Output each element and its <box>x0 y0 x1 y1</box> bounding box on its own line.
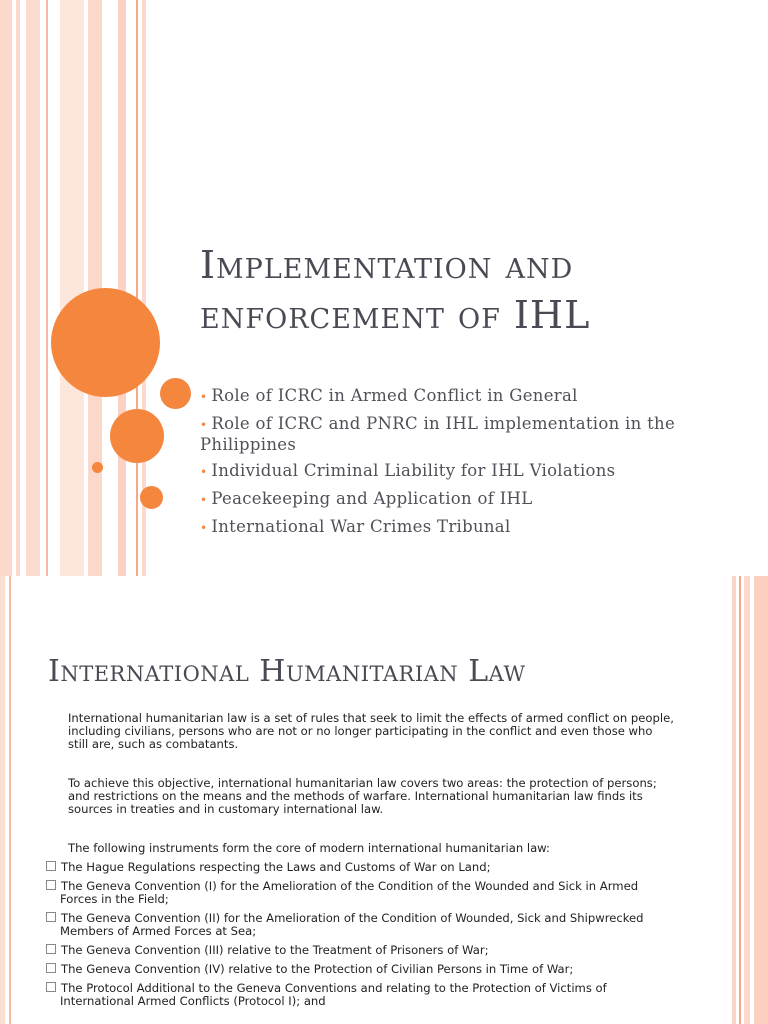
decorative-circle-large <box>51 288 160 397</box>
instrument-item <box>46 944 676 957</box>
bullet-text: Individual Criminal Liability for IHL Violations <box>211 461 616 480</box>
bullet-icon: • <box>200 465 208 479</box>
decorative-stripe <box>26 0 40 576</box>
instrument-item <box>46 963 676 976</box>
decorative-stripe <box>0 0 12 576</box>
instruments-intro: The following instruments form the core of modern international humanitarian law: <box>68 841 550 855</box>
instrument-item <box>46 982 676 1008</box>
decorative-stripe <box>744 576 750 1024</box>
instrument-item <box>46 912 676 938</box>
checkbox-glyph-icon <box>46 944 56 954</box>
slide-title-line: Implementation and <box>200 243 574 287</box>
bullet-text: International War Crimes Tribunal <box>211 517 511 536</box>
instrument-item <box>46 861 676 874</box>
instrument-item <box>46 880 676 906</box>
decorative-circle <box>110 409 164 463</box>
checkbox-glyph-icon <box>46 880 56 890</box>
instrument-text: The Geneva Convention (IV) relative to the Protection of Civilian Persons in Time of War; <box>61 962 574 976</box>
bullet-item <box>200 386 700 407</box>
bullet-text: Role of ICRC in Armed Conflict in General <box>211 386 578 405</box>
instrument-text: The Geneva Convention (III) relative to the Treatment of Prisoners of War; <box>61 943 489 957</box>
slide-title-line: enforcement of IHL <box>200 293 591 337</box>
bullet-item <box>200 517 700 538</box>
paragraph: International humanitarian law is a set of rules that seek to limit the effects of armed conflict on people, including civilians, persons who are not or no longer participating in the conflict and even those who still are, such as combatants. <box>68 711 674 751</box>
decorative-circle <box>140 486 163 509</box>
checkbox-glyph-icon <box>46 861 56 871</box>
slide-body <box>46 712 676 1014</box>
decorative-stripe <box>739 576 741 1024</box>
bullet-icon: • <box>200 418 208 432</box>
bullet-text: Role of ICRC and PNRC in IHL implementation in the Philippines <box>200 414 676 454</box>
checkbox-glyph-icon <box>46 912 56 922</box>
bullet-icon: • <box>200 493 208 507</box>
instrument-text: The Protocol Additional to the Geneva Conventions and relating to the Protection of Victims of International Armed Conflicts (Protocol I); and <box>60 981 607 1008</box>
instrument-text: The Geneva Convention (I) for the Amelioration of the Condition of the Wounded and Sick in Armed Forces in the Field; <box>60 879 639 906</box>
checkbox-glyph-icon <box>46 982 56 992</box>
bullet-list <box>200 386 700 545</box>
bullet-icon: • <box>200 521 208 535</box>
decorative-stripe <box>754 576 768 1024</box>
paragraph: To achieve this objective, international humanitarian law covers two areas: the protection of persons; and restrictions on the means and the methods of warfare. International humanitarian law finds its sources in treaties and in customary international law. <box>68 776 657 816</box>
decorative-stripe <box>9 576 11 1024</box>
checkbox-glyph-icon <box>46 963 56 973</box>
slide-title <box>200 240 740 340</box>
decorative-stripe <box>46 0 48 576</box>
decorative-stripe <box>136 0 138 576</box>
decorative-circle-small <box>92 462 103 473</box>
decorative-stripe <box>0 576 5 1024</box>
bullet-text: Peacekeeping and Application of IHL <box>211 489 533 508</box>
decorative-stripe <box>60 0 84 576</box>
bullet-item <box>200 414 700 454</box>
instrument-text: The Geneva Convention (II) for the Amelioration of the Condition of Wounded, Sick and Shipwrecked Members of Armed Forces at Sea; <box>60 911 644 938</box>
slide-2 <box>0 576 768 1024</box>
bullet-icon: • <box>200 390 208 404</box>
bullet-item <box>200 489 700 510</box>
bullet-item <box>200 461 700 482</box>
decorative-stripe <box>732 576 736 1024</box>
slide-title: International Humanitarian Law <box>48 654 526 689</box>
decorative-stripe <box>118 0 126 576</box>
decorative-stripe <box>16 0 20 576</box>
decorative-circle <box>160 378 191 409</box>
instrument-text: The Hague Regulations respecting the Laws and Customs of War on Land; <box>61 860 491 874</box>
